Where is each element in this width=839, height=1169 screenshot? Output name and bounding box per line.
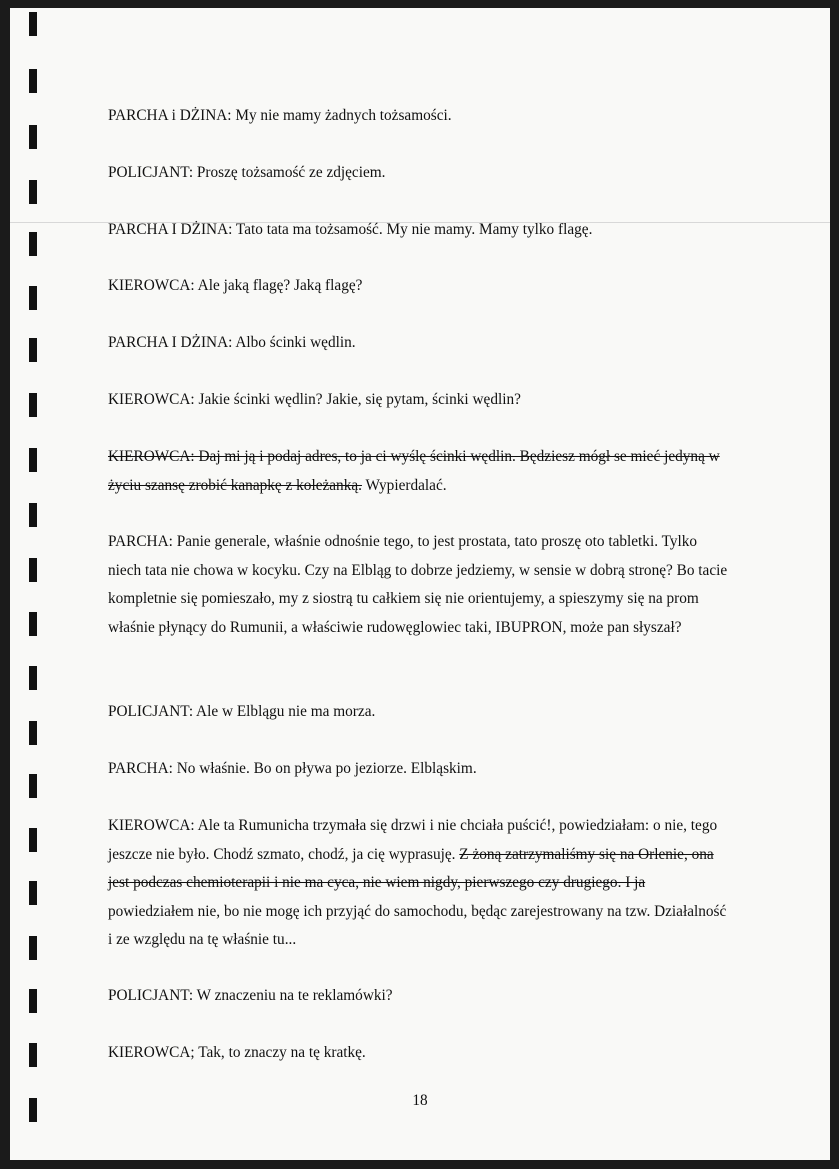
punch-hole-mark	[29, 558, 37, 582]
punch-hole-mark	[29, 180, 37, 204]
dialogue-text: Wypierdalać.	[361, 476, 447, 494]
punch-hole-mark	[29, 1043, 37, 1067]
punch-hole-mark	[29, 989, 37, 1013]
punch-hole-mark	[29, 828, 37, 852]
struck-text: Z żoną zatrzymaliśmy się na Orlenie, ona jest podczas chemioterapii i nie ma cyca, nie wiem nigdy, pierwszego czy drugiego. I ja	[108, 845, 714, 891]
punch-hole-mark	[29, 448, 37, 472]
punch-hole-mark	[29, 721, 37, 745]
punch-hole-mark	[29, 232, 37, 256]
punch-hole-mark	[29, 286, 37, 310]
dialogue-line: PARCHA: No właśnie. Bo on pływa po jeziorze. Elbląskim.	[108, 760, 477, 777]
punch-hole-mark	[29, 612, 37, 636]
punch-hole-mark	[29, 338, 37, 362]
dialogue-line	[108, 443, 728, 500]
struck-text: KIEROWCA: Daj mi ją i podaj adres, to ja ci wyślę ścinki wędlin. Będziesz mógł se mieć jedyną w życiu szansę zrobić kanapkę z koleżanką.	[108, 448, 720, 494]
document-page	[10, 8, 830, 1160]
punch-hole-mark	[29, 666, 37, 690]
punch-hole-mark	[29, 125, 37, 149]
dialogue-line	[108, 812, 728, 955]
punch-hole-mark	[29, 393, 37, 417]
dialogue-line: PARCHA I DŻINA: Tato tata ma tożsamość. My nie mamy. Mamy tylko flagę.	[108, 221, 593, 238]
dialogue-line: KIEROWCA: Ale jaką flagę? Jaką flagę?	[108, 277, 363, 294]
page-number: 18	[412, 1092, 428, 1109]
dialogue-text: KIEROWCA: Ale ta Rumunicha trzymała się drzwi i nie chciała puścić!, powiedziałam: o nie, tego jeszcze nie było. Chodź szmato, chodź, ja cię wyprasuję.	[108, 817, 718, 863]
dialogue-line: KIEROWCA; Tak, to znaczy na tę kratkę.	[108, 1044, 366, 1061]
dialogue-line: POLICJANT: Proszę tożsamość ze zdjęciem.	[108, 164, 386, 181]
punch-hole-mark	[29, 936, 37, 960]
dialogue-line: KIEROWCA: Jakie ścinki wędlin? Jakie, się pytam, ścinki wędlin?	[108, 391, 521, 408]
dialogue-line: PARCHA: Panie generale, właśnie odnośnie tego, to jest prostata, tato proszę oto tabletki. Tylko niech tata nie chowa w kocyku. Czy na Elbląg to dobrze jedziemy, w sensie w dobrą stronę? Bo tacie kompletnie się pomieszało, my z siostrą tu całkiem się nie orientujemy, a spieszymy się na prom właśnie płynący do Rumunii, a właściwie rudowęglowiec taki, IBUPRON, może pan słyszał?	[108, 533, 728, 636]
punch-hole-mark	[29, 12, 37, 36]
dialogue-line: PARCHA I DŻINA: Albo ścinki wędlin.	[108, 334, 356, 351]
dialogue-line: POLICJANT: Ale w Elblągu nie ma morza.	[108, 703, 376, 720]
punch-hole-mark	[29, 881, 37, 905]
punch-hole-mark	[29, 69, 37, 93]
dialogue-line: POLICJANT: W znaczeniu na te reklamówki?	[108, 987, 393, 1004]
dialogue-line: PARCHA i DŻINA: My nie mamy żadnych tożsamości.	[108, 107, 452, 124]
punch-hole-mark	[29, 503, 37, 527]
dialogue-text: powiedziałem nie, bo nie mogę ich przyjąć do samochodu, będąc zarejestrowany na tzw. Działalność i ze względu na tę właśnie tu...	[108, 902, 727, 948]
punch-hole-mark	[29, 774, 37, 798]
